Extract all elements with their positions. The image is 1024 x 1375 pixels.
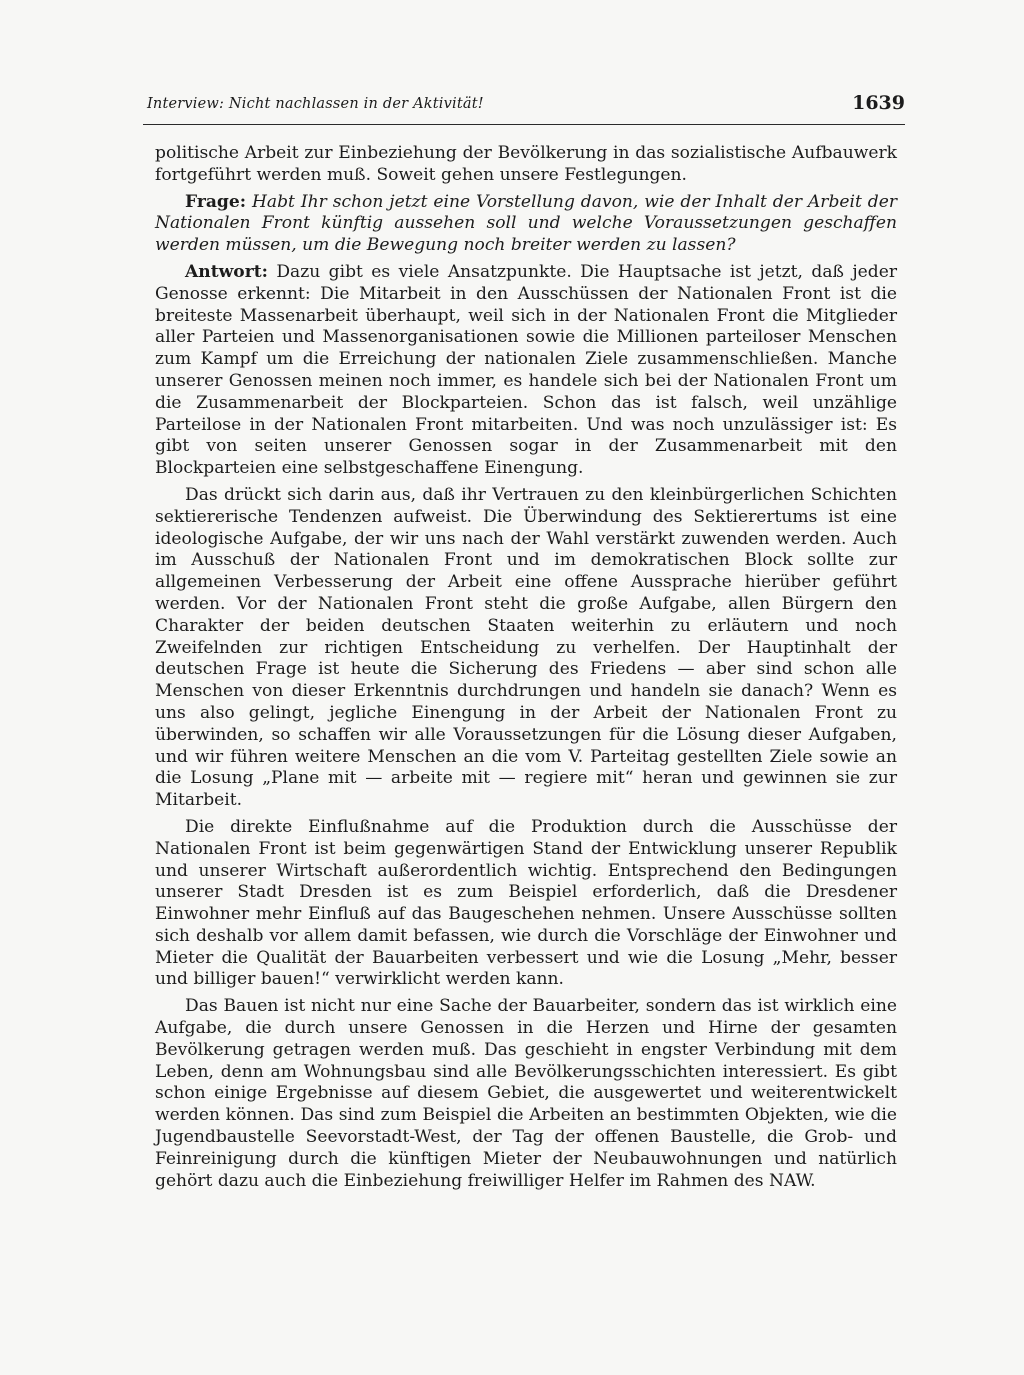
header-rule bbox=[143, 124, 905, 125]
paragraph-production: Die direkte Einflußnahme auf die Produktion durch die Ausschüsse der Nationalen Front ist beim gegenwärtigen Stand der Entwicklung unserer Republik und unserer Wirtschaft außerordentlich wichtig. Entsprechend den Bedingungen unserer Stadt Dresden ist es zum Beispiel erforderlich, daß die Dresdener Einwohner mehr Einfluß auf das Baugeschehen nehmen. Unsere Ausschüsse sollten sich deshalb vor allem damit befassen, wie durch die Vorschläge der Einwohner und Mieter die Qualität der Bauarbeiten verbessert und wie die Losung „Mehr, besser und billiger bauen!“ verwirklicht werden kann. bbox=[155, 816, 897, 990]
question-paragraph bbox=[155, 192, 897, 257]
paragraph-construction: Das Bauen ist nicht nur eine Sache der Bauarbeiter, sondern das ist wirklich eine Aufgabe, die durch unsere Genossen in die Herzen und Hirne der gesamten Bevölkerung getragen werden muß. Das geschieht in engster Verbindung mit dem Leben, denn am Wohnungsbau sind alle Bevölkerungsschichten interessiert. Es gibt schon einige Ergebnisse auf diesem Gebiet, die ausgewertet und weiterentwickelt werden können. Das sind zum Beispiel die Arbeiten an bestimmten Objekten, wie die Jugendbaustelle Seevorstadt-West, der Tag der offenen Baustelle, die Grob- und Feinreinigung durch die künftigen Mieter der Neubauwohnungen und natürlich gehört dazu auch die Einbeziehung freiwilliger Helfer im Rahmen des NAW. bbox=[155, 996, 897, 1191]
page-header bbox=[143, 88, 905, 120]
article-body bbox=[155, 143, 897, 1197]
question-text: Habt Ihr schon jetzt eine Vorstellung davon, wie der Inhalt der Arbeit der Nationalen Front künftig aussehen soll und welche Voraussetzungen geschaffen werden müssen, um die Bewegung noch breiter werden zu lassen? bbox=[155, 191, 897, 256]
running-title: Interview: Nicht nachlassen in der Aktivität! bbox=[147, 96, 484, 112]
answer-text: Dazu gibt es viele Ansatzpunkte. Die Hauptsache ist jetzt, daß jeder Genosse erkennt: Die Mitarbeit in den Ausschüssen der Nationalen Front ist die breiteste Massenarbeit überhaupt, weil sich in der Nationalen Front die Mitglieder aller Parteien und Massenorganisationen sowie die Millionen parteiloser Menschen zum Kampf um die Erreichung der nationalen Ziele zusammenschließen. Manche unserer Genossen meinen noch immer, es handele sich bei der Nationalen Front um die Zusammenarbeit der Blockparteien. Schon das ist falsch, weil unzählige Parteilose in der Nationalen Front mitarbeiten. Und was noch unzulässiger ist: Es gibt von seiten unserer Genossen sogar in der Zusammenarbeit mit den Blockparteien eine selbstgeschaffene Einengung. bbox=[155, 261, 897, 479]
answer-paragraph bbox=[155, 262, 897, 480]
paragraph-continuation: politische Arbeit zur Einbeziehung der Bevölkerung in das sozialistische Aufbauwerk fortgeführt werden muß. Soweit gehen unsere Festlegungen. bbox=[155, 143, 897, 185]
question-label: Frage: bbox=[185, 191, 247, 212]
page-number: 1639 bbox=[852, 92, 905, 114]
answer-label: Antwort: bbox=[185, 261, 268, 282]
paragraph-sectarianism: Das drückt sich darin aus, daß ihr Vertrauen zu den kleinbürgerlichen Schichten sektiererische Tendenzen aufweist. Die Überwindung des Sektierertums ist eine ideologische Aufgabe, der wir uns nach der Wahl verstärkt zuwenden werden. Auch im Ausschuß der Nationalen Front und im demokratischen Block sollte zur allgemeinen Verbesserung der Arbeit eine offene Aussprache hierüber geführt werden. Vor der Nationalen Front steht die große Aufgabe, allen Bürgern den Charakter der beiden deutschen Staaten weiterhin zu erläutern und noch Zweifelnden zur richtigen Entscheidung zu verhelfen. Der Hauptinhalt der deutschen Frage ist heute die Sicherung des Friedens — aber sind schon alle Menschen von dieser Erkenntnis durchdrungen und handeln sie danach? Wenn es uns also gelingt, jegliche Einengung in der Arbeit der Nationalen Front zu überwinden, so schaffen wir alle Voraussetzungen für die Lösung dieser Aufgaben, und wir führen weitere Menschen an die vom V. Parteitag gestellten Ziele sowie an die Losung „Plane mit — arbeite mit — regiere mit“ heran und gewinnen sie zur Mitarbeit. bbox=[155, 484, 897, 811]
